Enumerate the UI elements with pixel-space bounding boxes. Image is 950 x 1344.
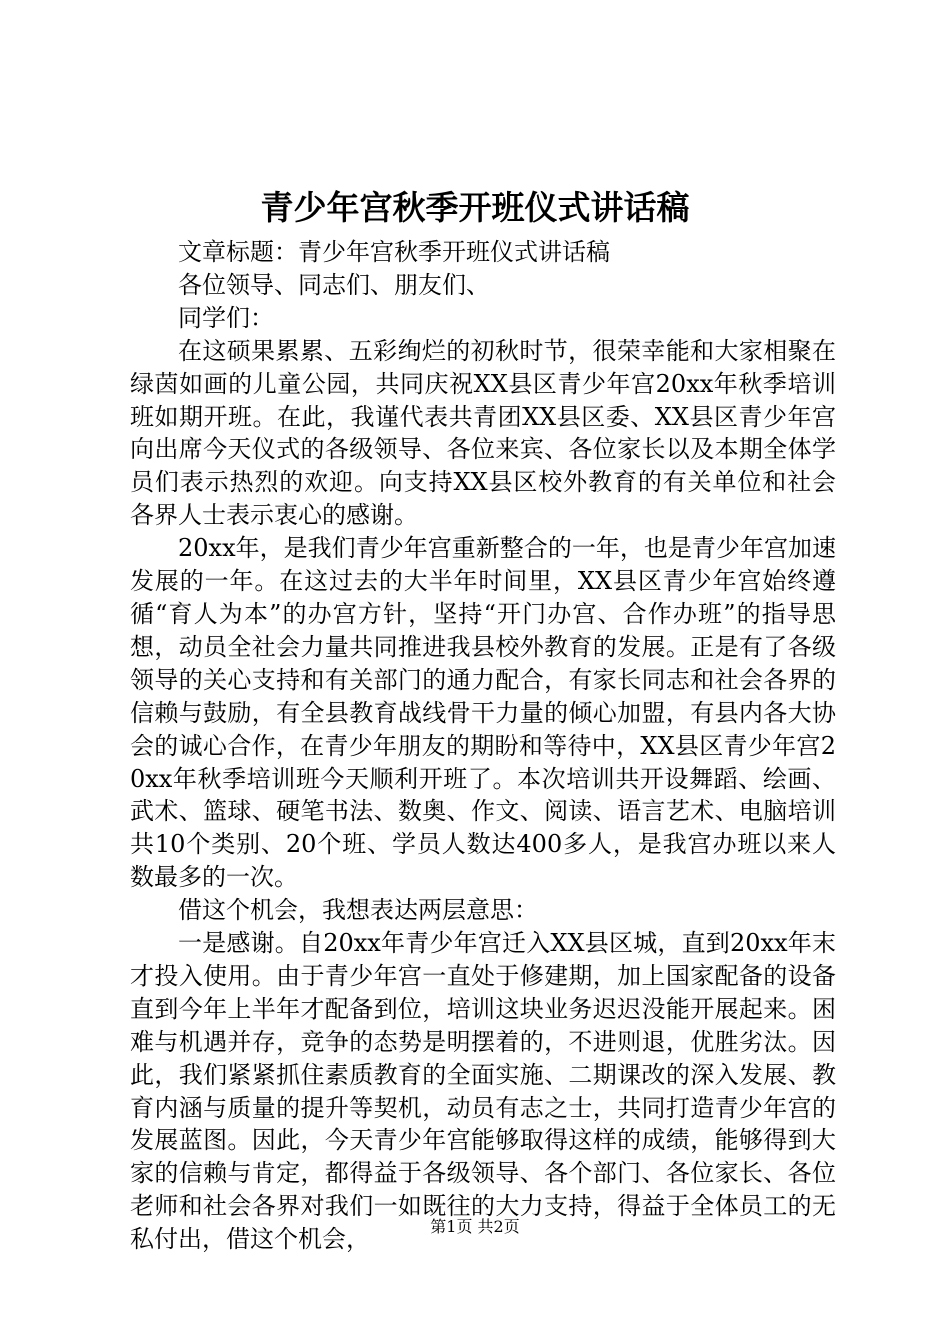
document-title: 青少年宫秋季开班仪式讲话稿 <box>260 188 690 227</box>
document-body <box>130 236 836 1256</box>
salutation-line-1: 各位领导、同志们、朋友们、 <box>178 270 490 299</box>
page-footer: 第1页 共2页 <box>430 1217 520 1236</box>
paragraph-intent: 借这个机会，我想表达两层意思： <box>178 896 538 925</box>
paragraph-development: 20xx年，是我们青少年宫重新整合的一年，也是青少年宫加速发展的一年。在这过去的大半年时间里，XX县区青少年宫始终遵循“育人为本”的办宫方针，坚持“开门办宫、合作办班”的指导思想，动员全社会力量共同推进我县校外教育的发展。正是有了各级领导的关心支持和有关部门的通力配合，有家长同志和社会各界的信赖与鼓励，有全县教育战线骨干力量的倾心加盟，有县内各大协会的诚心合作，在青少年朋友的期盼和等待中，XX县区青少年宫20xx年秋季培训班今天顺利开班了。本次培训共开设舞蹈、绘画、武术、篮球、硬笔书法、数奥、作文、阅读、语言艺术、电脑培训共10个类别、20个班、学员人数达400多人，是我宫办班以来人数最多的一次。 <box>130 534 836 892</box>
paragraph-thanks: 一是感谢。自20xx年青少年宫迁入XX县区城，直到20xx年末才投入使用。由于青少年宫一直处于修建期，加上国家配备的设备直到今年上半年才配备到位，培训这块业务迟迟没能开展起来。困难与机遇并存，竞争的态势是明摆着的，不进则退，优胜劣汰。因此，我们紧紧抓住素质教育的全面实施、二期课改的深入发展、教育内涵与质量的提升等契机，动员有志之士，共同打造青少年宫的发展蓝图。因此，今天青少年宫能够取得这样的成绩，能够得到大家的信赖与肯定，都得益于各级领导、各个部门、各位家长、各位老师和社会各界对我们一如既往的大力支持，得益于全体员工的无私付出，借这个机会， <box>130 929 836 1254</box>
article-title-line: 文章标题：青少年宫秋季开班仪式讲话稿 <box>178 238 610 266</box>
paragraph-opening: 在这硕果累累、五彩绚烂的初秋时节，很荣幸能和大家相聚在绿茵如画的儿童公园，共同庆祝XX县区青少年宫20xx年秋季培训班如期开班。在此，我谨代表共青团XX县区委、XX县区青少年宫向出席今天仪式的各级领导、各位来宾、各位家长以及本期全体学员们表示热烈的欢迎。向支持XX县区校外教育的有关单位和社会各界人士表示衷心的感谢。 <box>130 336 836 530</box>
salutation-line-2: 同学们： <box>178 303 274 332</box>
